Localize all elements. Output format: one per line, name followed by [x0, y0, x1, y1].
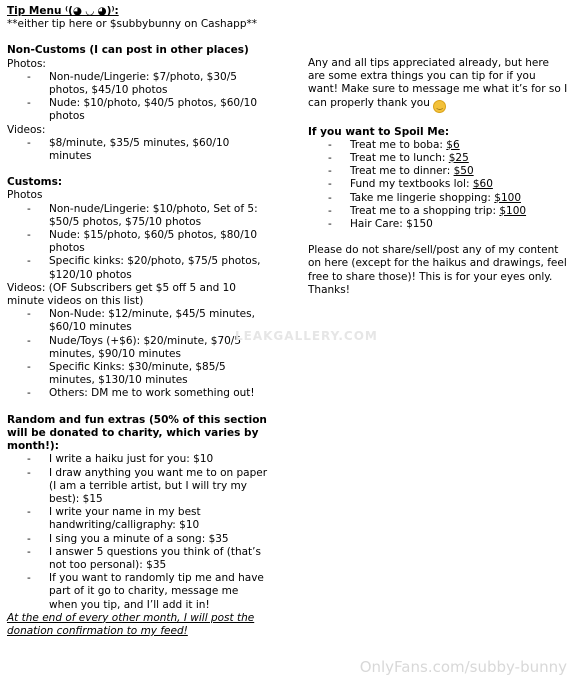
- spoil-item-lunch: - Treat me to lunch: $25: [308, 152, 568, 165]
- customs-heading: Customs:: [7, 176, 63, 189]
- lingerie-link[interactable]: $100: [494, 191, 522, 204]
- list-item: - I write your name in my best handwriting/calligraphy: $10: [7, 506, 269, 532]
- list-item: - If you want to randomly tip me and have part of it go to charity, message me when you tip, and I’ll add it in!: [7, 572, 269, 612]
- shopping-trip-link[interactable]: $100: [499, 204, 527, 217]
- non-customs-videos-list: [7, 137, 269, 163]
- donation-footer: At the end of every other month, I will post the donation confirmation to my feed!: [7, 611, 255, 637]
- spoil-item-lingerie: - Take me lingerie shopping: $100: [308, 192, 568, 205]
- list-item: - I draw anything you want me to on paper (I am a terrible artist, but I will try my best): $15: [7, 467, 269, 507]
- list-item: - $8/minute, $35/5 minutes, $60/10 minutes: [7, 137, 269, 163]
- left-column: [7, 5, 269, 638]
- list-item: - Nude: $15/photo, $60/5 photos, $80/10 photos: [7, 229, 269, 255]
- non-customs-photos-list: [7, 71, 269, 124]
- spoil-heading: If you want to Spoil Me:: [308, 125, 450, 138]
- spoil-item-boba: - Treat me to boba: $6: [308, 139, 568, 152]
- list-item: - Non-Nude: $12/minute, $45/5 minutes, $60/10 minutes: [7, 308, 269, 334]
- list-item: - I write a haiku just for you: $10: [7, 453, 269, 466]
- list-item: - Nude: $10/photo, $40/5 photos, $60/10 photos: [7, 97, 269, 123]
- right-column: [308, 57, 568, 297]
- list-item: - Specific kinks: $20/photo, $75/5 photos, $120/10 photos: [7, 255, 269, 281]
- list-item: - I answer 5 questions you think of (that’s not too personal): $35: [7, 546, 269, 572]
- spoil-item-textbooks: - Fund my textbooks lol: $60: [308, 178, 568, 191]
- list-item: - Others: DM me to work something out!: [7, 387, 269, 400]
- customs-videos-label: Videos: (OF Subscribers get $5 off 5 and 10 minute videos on this list): [7, 281, 236, 308]
- textbooks-link[interactable]: $60: [472, 178, 493, 191]
- spoil-item-shopping: - Treat me to a shopping trip: $100: [308, 205, 568, 218]
- list-item: - Specific Kinks: $30/minute, $85/5 minutes, $130/10 minutes: [7, 361, 269, 387]
- extras-list: [7, 453, 269, 611]
- customs-videos-list: [7, 308, 269, 400]
- intro-paragraph: [308, 57, 568, 113]
- boba-link[interactable]: $6: [446, 138, 460, 151]
- list-item: - I sing you a minute of a song: $35: [7, 533, 269, 546]
- watermark-bottom: OnlyFans.com/subby-bunny: [359, 657, 567, 676]
- dinner-link[interactable]: $50: [453, 165, 474, 178]
- page-title: Tip Menu ⁽(◕ ◡ ◕)⁾:: [7, 5, 119, 17]
- customs-photos-label: Photos: [7, 189, 43, 202]
- list-item: - Non-nude/Lingerie: $10/photo, Set of 5: $50/5 photos, $75/10 photos: [7, 203, 269, 229]
- sharing-notice: Please do not share/sell/post any of my content on here (except for the haikus and drawings, feel free to share those)! This is for your eyes only. Thanks!: [308, 244, 567, 296]
- non-customs-videos-label: Videos:: [7, 123, 46, 136]
- list-item: - Non-nude/Lingerie: $7/photo, $30/5 photos, $45/10 photos: [7, 71, 269, 97]
- spoil-item-hair-care: - Hair Care: $150: [308, 218, 568, 231]
- customs-photos-list: [7, 203, 269, 282]
- lunch-link[interactable]: $25: [448, 152, 469, 165]
- cashapp-note: **either tip here or $subbybunny on Cashapp**: [7, 18, 257, 31]
- smiling-face-icon: ‿: [433, 100, 446, 113]
- watermark-center: LEAKGALLERY.COM: [235, 329, 378, 343]
- extras-heading: Random and fun extras (50% of this section will be donated to charity, which varies by month!):: [7, 413, 267, 453]
- non-customs-photos-label: Photos:: [7, 57, 46, 70]
- intro-text: Any and all tips appreciated already, but here are some extra things you can tip for if you want! Make sure to message me what it’s for so I can properly thank you: [308, 57, 568, 109]
- spoil-list: [308, 139, 568, 231]
- spoil-item-dinner: - Treat me to dinner: $50: [308, 165, 568, 178]
- non-customs-heading: Non-Customs (I can post in other places): [7, 44, 249, 57]
- list-item: - Nude/Toys (+$6): $20/minute, $70/5 minutes, $90/10 minutes: [7, 335, 269, 361]
